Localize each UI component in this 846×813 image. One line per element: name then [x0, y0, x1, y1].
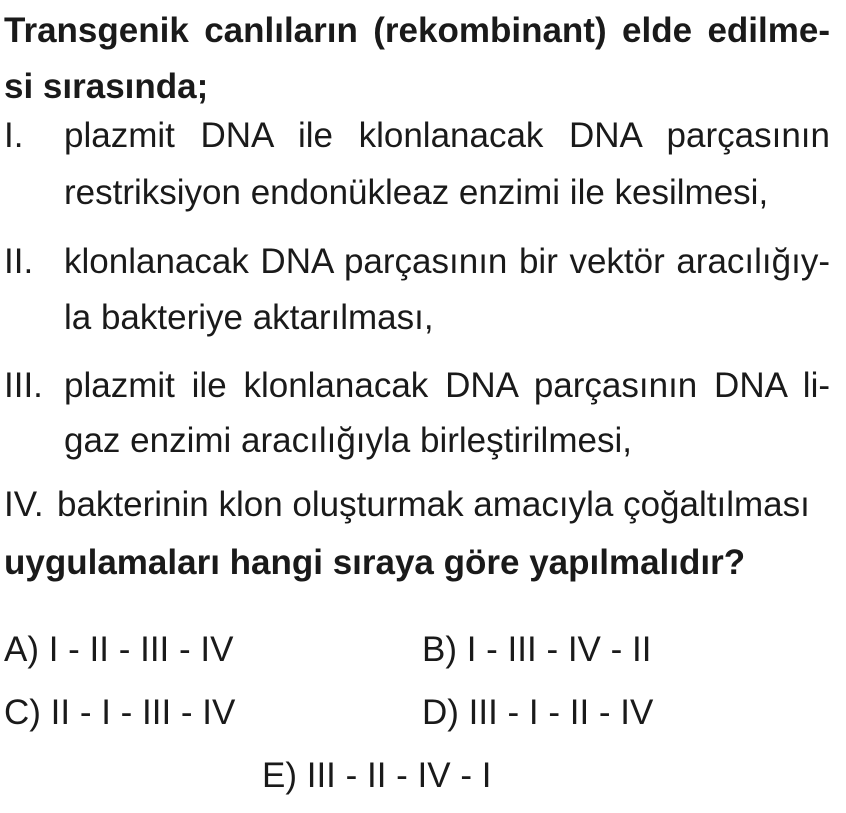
statement-numeral: I.: [4, 116, 24, 155]
statement-text-line: restriksiyon endonükleaz enzimi ile kesilmesi,: [64, 173, 769, 212]
statement-numeral: IV.: [4, 485, 44, 524]
statement-text-line: plazmit ile klonlanacak DNA parçasının DNA li-: [64, 366, 830, 405]
option-c[interactable]: C) II - I - III - IV: [4, 693, 236, 732]
statement-text-line: bakterinin klon oluşturmak amacıyla çoğaltılması: [57, 485, 810, 524]
stem-line-2: si sırasında;: [4, 67, 209, 106]
option-a[interactable]: A) I - II - III - IV: [4, 630, 234, 669]
option-e[interactable]: E) III - II - IV - I: [262, 756, 492, 795]
statement-text-line: plazmit DNA ile klonlanacak DNA parçasının: [64, 116, 830, 155]
stem-line-1: Transgenik canlıların (rekombinant) elde edilme-: [4, 11, 830, 50]
option-d[interactable]: D) III - I - II - IV: [422, 693, 654, 732]
option-b[interactable]: B) I - III - IV - II: [422, 630, 652, 669]
statement-text-line: la bakteriye aktarılması,: [64, 298, 434, 337]
statement-numeral: II.: [4, 242, 34, 281]
statement-text-line: gaz enzimi aracılığıyla birleştirilmesi,: [64, 421, 632, 460]
statement-numeral: III.: [4, 366, 43, 405]
question-prompt: uygulamaları hangi sıraya göre yapılmalıdır?: [4, 543, 746, 582]
statement-text-line: klonlanacak DNA parçasının bir vektör aracılığıy-: [64, 242, 830, 281]
